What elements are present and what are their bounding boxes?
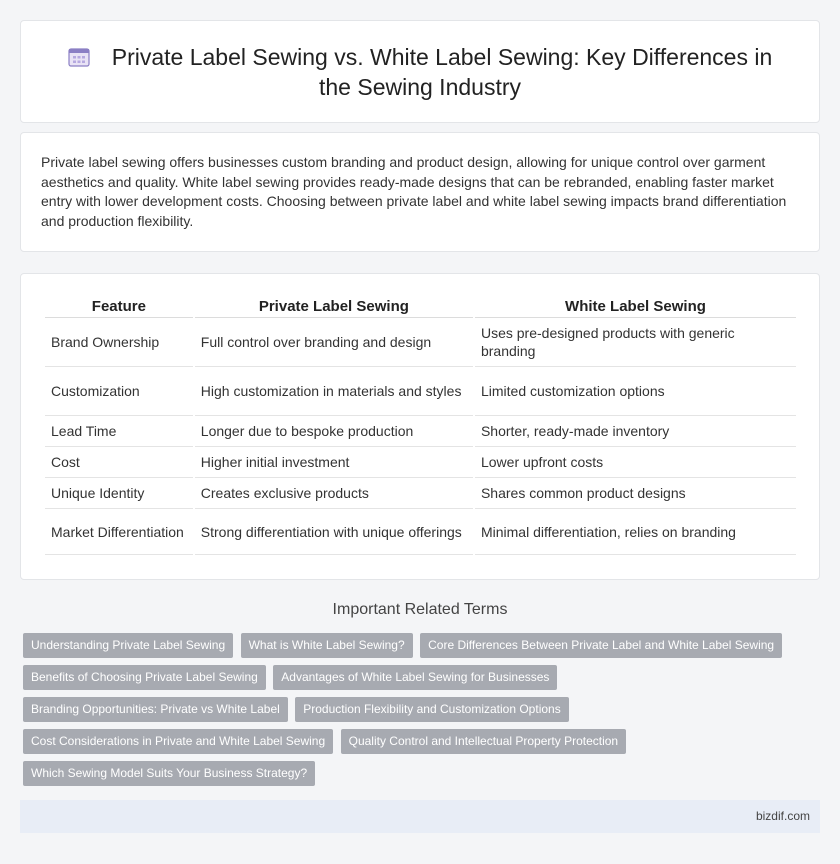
table-row [45,318,796,367]
table-row [45,367,796,416]
related-term-tag[interactable]: What is White Label Sewing? [241,633,413,658]
related-term-tag[interactable]: Quality Control and Intellectual Property Protection [341,729,626,754]
header-white-label: White Label Sewing [475,292,796,318]
table-cell: Unique Identity [45,478,193,509]
table-row [45,478,796,509]
table-header-row [45,292,796,318]
table-cell: Cost [45,447,193,478]
table-cell: Market Differentiation [45,509,193,555]
related-term-tag[interactable]: Benefits of Choosing Private Label Sewing [23,665,266,690]
related-term-tag[interactable]: Which Sewing Model Suits Your Business Strategy? [23,761,315,786]
page-title [50,42,790,102]
table-row [45,509,796,555]
intro-card [20,132,820,252]
related-term-tag[interactable]: Branding Opportunities: Private vs White Label [23,697,288,722]
table-cell: Customization [45,367,193,416]
table-cell: Longer due to bespoke production [195,416,473,447]
title-card [20,20,820,123]
related-term-tag[interactable]: Core Differences Between Private Label and White Label Sewing [420,633,782,658]
comparison-card [20,273,820,580]
table-cell: Brand Ownership [45,318,193,367]
table-cell: Shorter, ready-made inventory [475,416,796,447]
table-cell: Lead Time [45,416,193,447]
page-title-text: Private Label Sewing vs. White Label Sewing: Key Differences in the Sewing Industry [111,43,773,100]
table-cell: Strong differentiation with unique offerings [195,509,473,555]
table-cell: High customization in materials and styles [195,367,473,416]
footer-brand[interactable]: bizdif.com [755,809,810,823]
related-term-tag[interactable]: Cost Considerations in Private and White Label Sewing [23,729,333,754]
table-cell: Higher initial investment [195,447,473,478]
table-cell: Limited customization options [475,367,796,416]
table-cell: Creates exclusive products [195,478,473,509]
header-feature: Feature [45,292,193,318]
intro-text: Private label sewing offers businesses custom branding and product design, allowing for unique control over garment aesthetics and quality. White label sewing provides ready-made designs that can be rebranded, enabling faster market entry with lower development costs. Choosing between private label and white label sewing impacts brand differentiation and production flexibility. [41,154,787,229]
comparison-table [43,292,798,555]
table-cell: Shares common product designs [475,478,796,509]
table-cell: Full control over branding and design [195,318,473,367]
table-row [45,447,796,478]
table-row [45,416,796,447]
related-term-tag[interactable]: Production Flexibility and Customization Options [295,697,568,722]
related-term-tag[interactable]: Advantages of White Label Sewing for Businesses [273,665,557,690]
calendar-icon [68,47,90,67]
table-cell: Minimal differentiation, relies on branding [475,509,796,555]
related-terms-title: Important Related Terms [332,601,508,618]
footer [20,800,820,833]
related-terms-list [23,633,823,793]
table-cell: Uses pre-designed products with generic branding [475,318,796,367]
header-private-label: Private Label Sewing [195,292,473,318]
table-cell: Lower upfront costs [475,447,796,478]
related-term-tag[interactable]: Understanding Private Label Sewing [23,633,233,658]
